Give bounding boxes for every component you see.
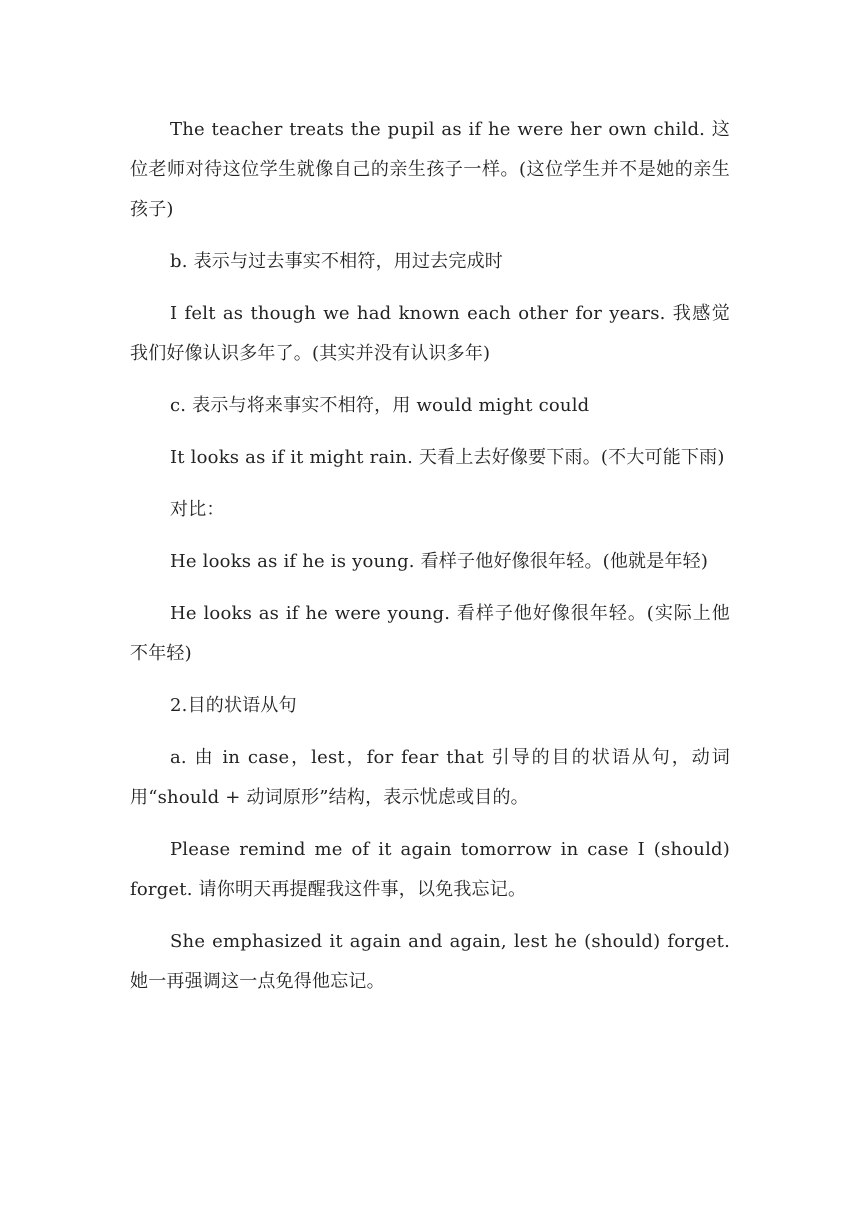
document-body <box>130 110 730 1014</box>
paragraph-rule-in-case-lest: a. 由 in case，lest，for fear that 引导的目的状语从句，动词用“should + 动词原形”结构，表示忧虑或目的。 <box>130 747 730 808</box>
paragraph-example-remind: Please remind me of it again tomorrow in case I (should) forget. 请你明天再提醒我这件事，以免我忘记。 <box>130 839 730 900</box>
paragraph-example-known-years: I felt as though we had known each other for years. 我感觉我们好像认识多年了。(其实并没有认识多年) <box>130 303 730 364</box>
paragraph-rule-future: c. 表示与将来事实不相符，用 would might could <box>170 395 590 416</box>
paragraph-contrast-heading: 对比： <box>170 499 225 520</box>
paragraph-example-own-child: The teacher treats the pupil as if he were her own child. 这位老师对待这位学生就像自己的亲生孩子一样。(这位学生并不是她的亲生孩子) <box>130 119 730 220</box>
paragraph-example-emphasized: She emphasized it again and again, lest he (should) forget. 她一再强调这一点免得他忘记。 <box>130 931 730 992</box>
section-heading-purpose-clause: 2.目的状语从句 <box>170 695 297 716</box>
paragraph-example-is-young: He looks as if he is young. 看样子他好像很年轻。(他就是年轻) <box>170 551 709 572</box>
paragraph-example-were-young: He looks as if he were young. 看样子他好像很年轻。(实际上他不年轻) <box>130 603 730 664</box>
paragraph-rule-past-perfect: b. 表示与过去事实不相符，用过去完成时 <box>170 251 503 272</box>
paragraph-example-rain: It looks as if it might rain. 天看上去好像要下雨。(不大可能下雨) <box>170 447 725 468</box>
